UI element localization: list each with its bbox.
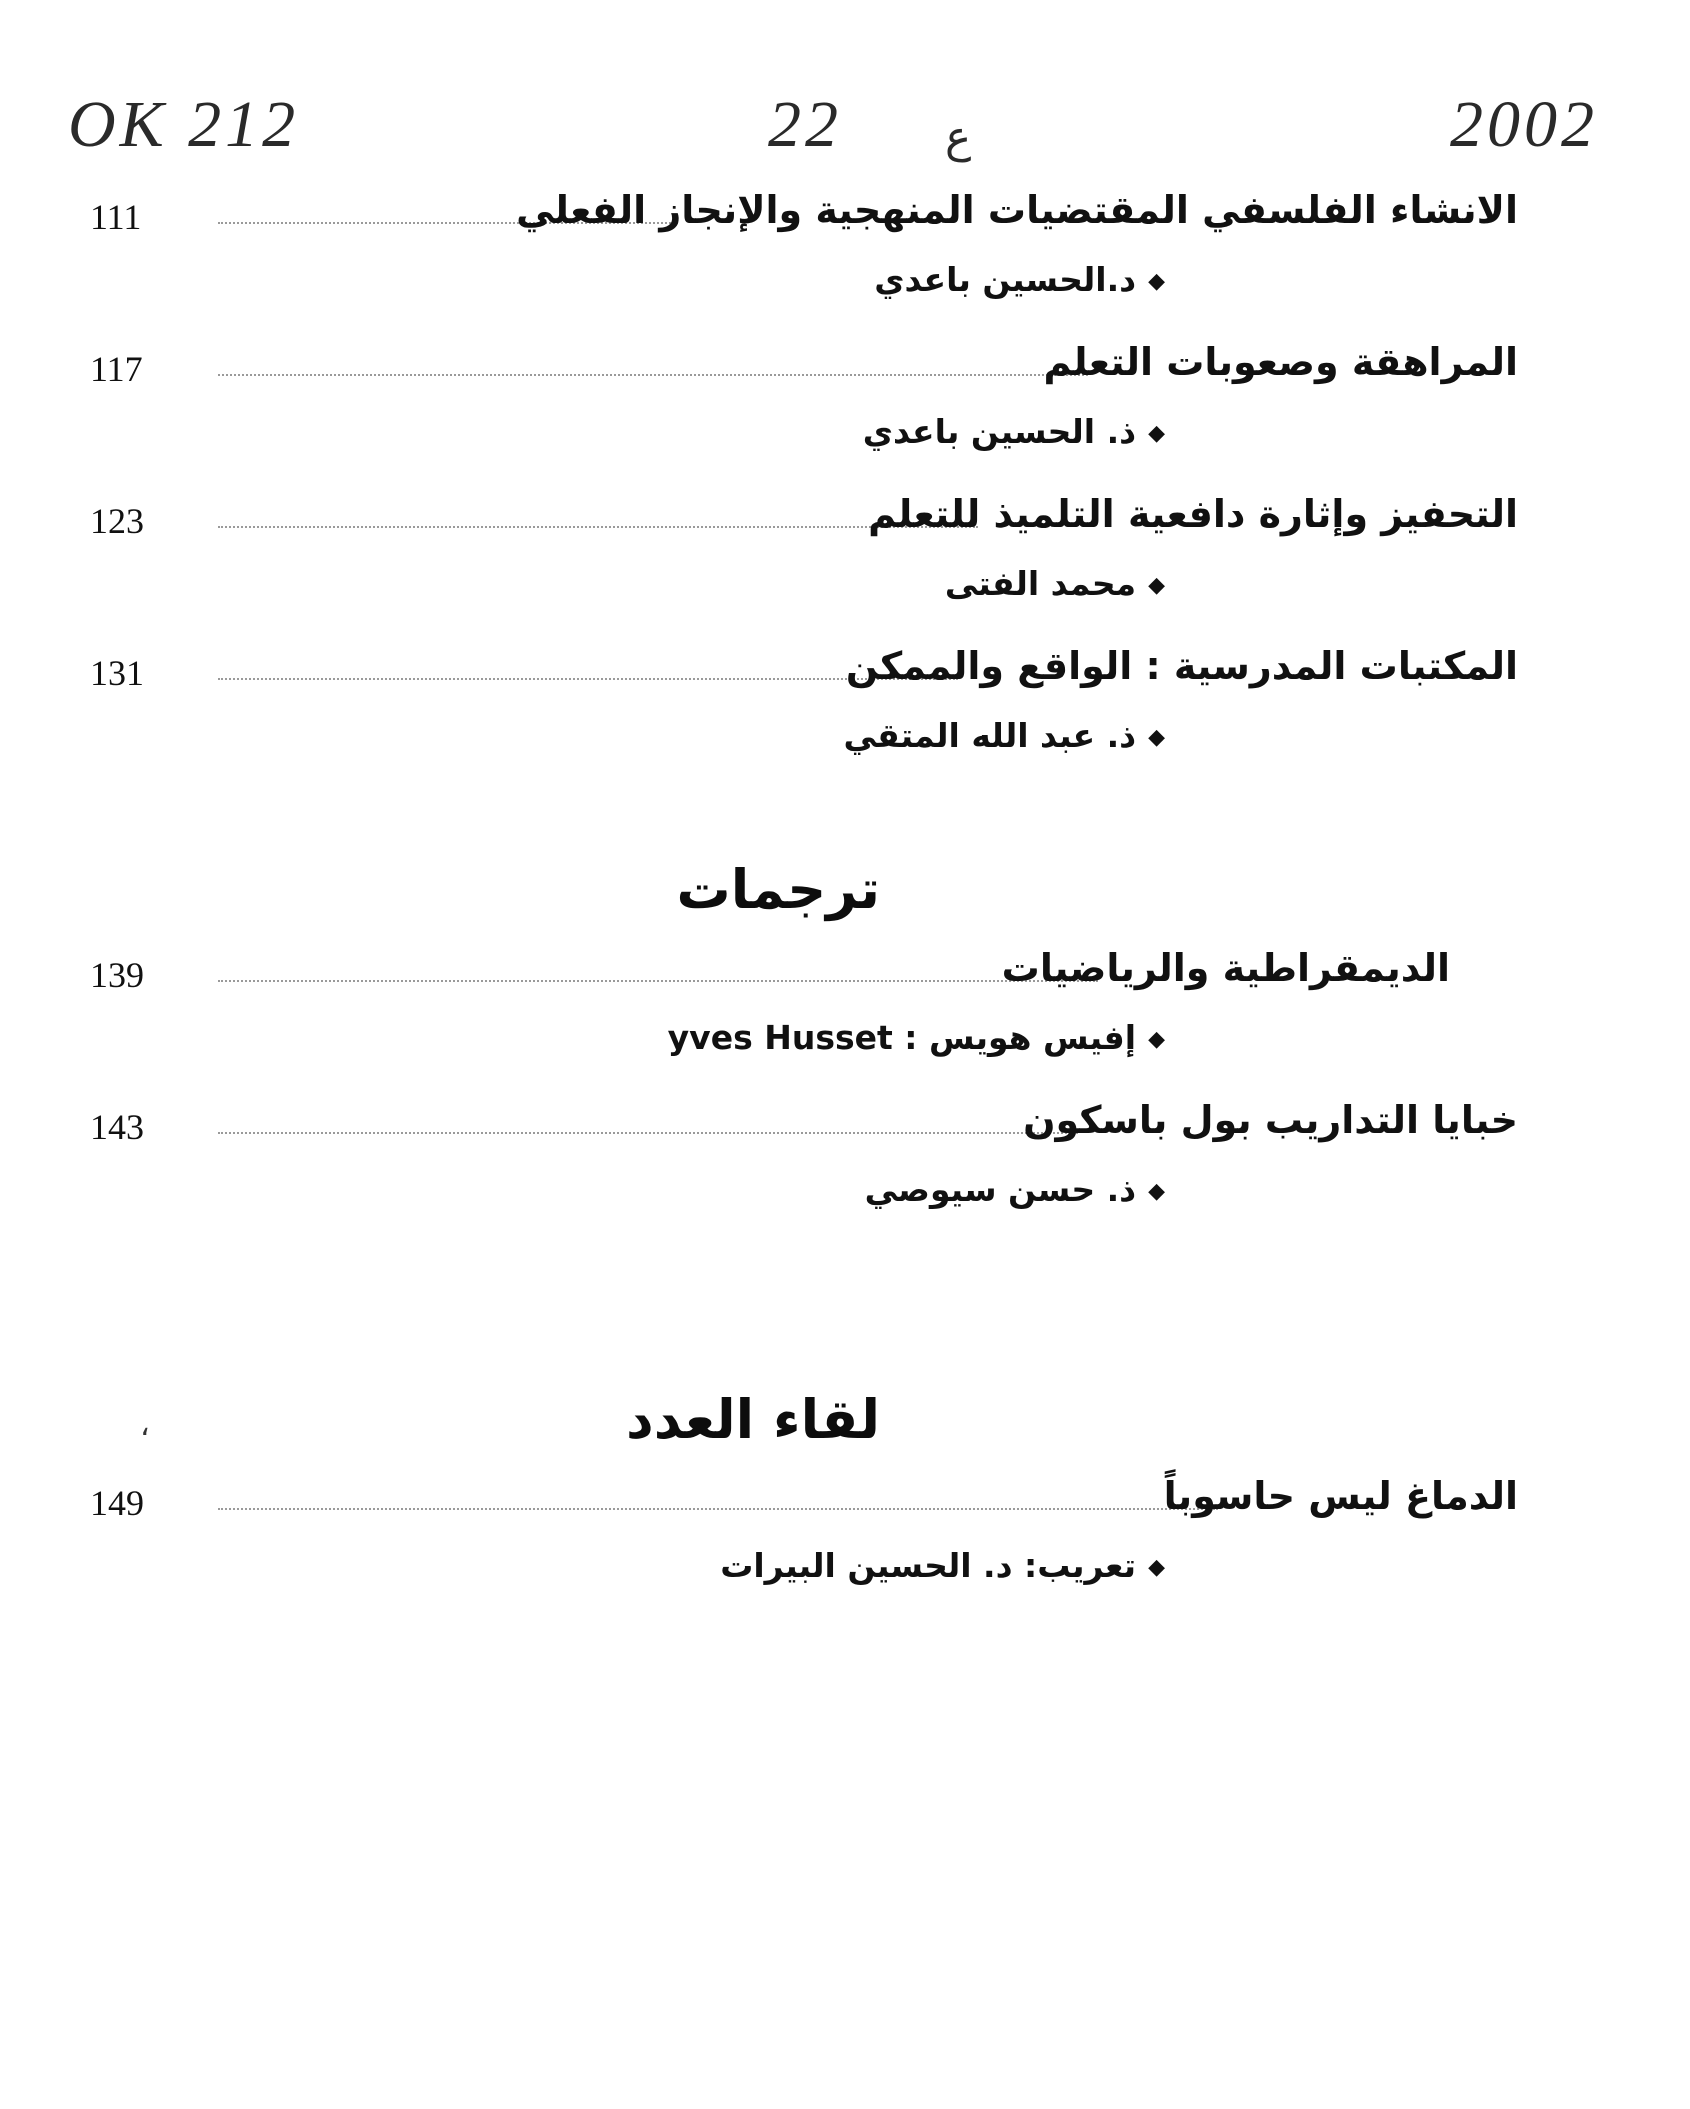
entry-author [720,1546,1165,1585]
page-number: 139 [90,955,144,995]
toc-row [0,946,1690,1002]
entry-title: المراهقة وصعوبات التعلم [1043,340,1518,384]
toc-row [0,1098,1690,1154]
entry-author [865,1170,1165,1209]
dot-leader [218,1132,1078,1134]
bullet-icon: ◆ [1148,1179,1165,1204]
bullet-icon: ◆ [1148,421,1165,446]
author-name: ذ. عبد الله المتقي [843,716,1137,755]
entry-author [874,260,1165,299]
dot-leader [218,980,1098,982]
dot-leader [218,374,1088,376]
page-number: 123 [90,501,144,541]
entry-author [863,412,1165,451]
bullet-icon: ◆ [1148,725,1165,750]
section-heading-translations: ترجمات [676,858,880,921]
bullet-icon: ◆ [1148,269,1165,294]
page-number: 143 [90,1107,144,1147]
toc-row [0,644,1690,700]
entry-author [945,564,1165,603]
page-number: 149 [90,1483,144,1523]
stray-comma-mark: ، [140,1408,150,1443]
author-name: إفيس هويس : yves Husset [667,1018,1137,1057]
dot-leader [218,526,978,528]
handwritten-issue: 22 [768,88,842,161]
page-number: 117 [90,349,143,389]
entry-author [668,1018,1165,1057]
author-name: محمد الفتى [944,564,1137,603]
author-name: ذ. الحسين باعدي [862,412,1137,451]
handwritten-ref: OK 212 [68,88,300,161]
toc-row [0,340,1690,396]
page-number: 111 [90,197,142,237]
entry-title: المكتبات المدرسية : الواقع والممكن [845,644,1518,688]
toc-row [0,492,1690,548]
entry-title: الديمقراطية والرياضيات [1001,946,1450,990]
bullet-icon: ◆ [1148,1027,1165,1052]
handwritten-year: 2002 [1450,88,1598,161]
entry-author [843,716,1165,755]
author-name: د.الحسين باعدي [874,260,1137,299]
section-heading-interview: لقاء العدد [626,1388,880,1451]
entry-title: الانشاء الفلسفي المقتضيات المنهجية والإنجاز الفعلي [516,188,1518,232]
toc-row [0,188,1690,244]
entry-title: التحفيز وإثارة دافعية التلميذ للتعلم [868,492,1518,536]
entry-title: الدماغ ليس حاسوباً [1163,1474,1518,1518]
toc-row [0,1474,1690,1530]
entry-title: خبايا التداريب بول باسكون [1023,1098,1518,1142]
author-name: تعريب: د. الحسين البيرات [720,1546,1137,1585]
bullet-icon: ◆ [1148,1555,1165,1580]
bullet-icon: ◆ [1148,573,1165,598]
page-number: 131 [90,653,144,693]
handwritten-letter: ع [945,112,972,163]
author-name: ذ. حسن سيوصي [864,1170,1137,1209]
dot-leader [218,1508,1218,1510]
